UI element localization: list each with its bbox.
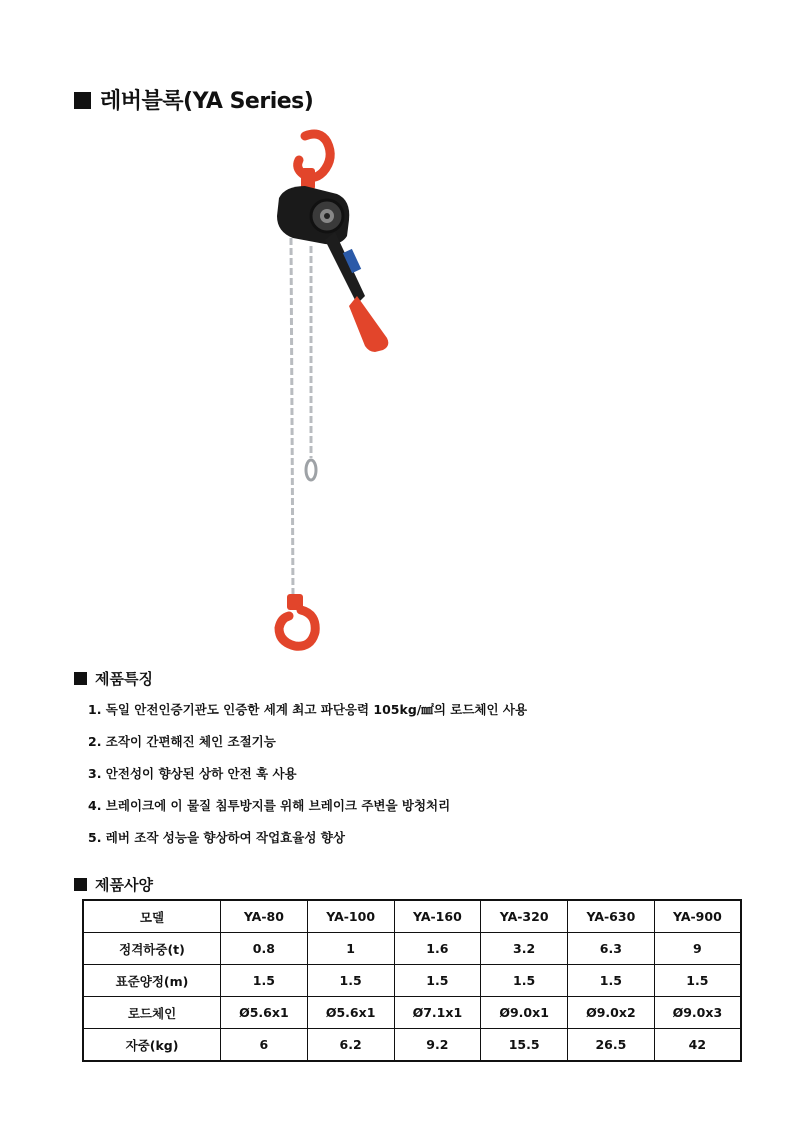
spec-value: 1.5 — [221, 965, 308, 997]
spec-value: 1.5 — [568, 965, 655, 997]
model-cell: YA-160 — [394, 900, 481, 933]
model-cell: YA-80 — [221, 900, 308, 933]
spec-value: 6 — [221, 1029, 308, 1062]
features-list — [88, 700, 527, 860]
spec-header-row — [83, 900, 741, 933]
spec-value: 1.6 — [394, 933, 481, 965]
model-cell: YA-630 — [568, 900, 655, 933]
spec-row-weight — [83, 1029, 741, 1062]
chain-end-ring — [306, 460, 316, 480]
spec-value: 6.3 — [568, 933, 655, 965]
features-heading-text: 제품특징 — [95, 670, 153, 688]
spec-value: Ø5.6x1 — [307, 997, 394, 1029]
spec-value: Ø5.6x1 — [221, 997, 308, 1029]
spec-value: 9.2 — [394, 1029, 481, 1062]
features-heading — [74, 668, 153, 689]
lever-block-product-image — [265, 128, 405, 658]
spec-heading-text: 제품사양 — [95, 876, 153, 894]
row-label: 정격하중(t) — [83, 933, 221, 965]
row-label: 표준양정(m) — [83, 965, 221, 997]
spec-value: 42 — [654, 1029, 741, 1062]
model-cell: YA-900 — [654, 900, 741, 933]
lever-handle — [325, 232, 388, 352]
row-label: 자중(kg) — [83, 1029, 221, 1062]
spec-value: 15.5 — [481, 1029, 568, 1062]
feature-item: 5. 레버 조작 성능을 향상하여 작업효율성 향상 — [88, 830, 345, 845]
page-title-text: 레버블록(YA Series) — [100, 89, 314, 114]
spec-value: 3.2 — [481, 933, 568, 965]
spec-value: 9 — [654, 933, 741, 965]
load-chain — [291, 238, 311, 598]
spec-value: Ø7.1x1 — [394, 997, 481, 1029]
square-bullet-icon — [74, 92, 91, 109]
spec-heading — [74, 874, 153, 895]
square-bullet-icon — [74, 878, 87, 891]
spec-value: Ø9.0x3 — [654, 997, 741, 1029]
row-label: 로드체인 — [83, 997, 221, 1029]
spec-value: 1.5 — [307, 965, 394, 997]
page-title — [74, 84, 313, 115]
square-bullet-icon — [74, 672, 87, 685]
model-cell: YA-100 — [307, 900, 394, 933]
bottom-hook — [279, 594, 315, 646]
spec-value: Ø9.0x2 — [568, 997, 655, 1029]
spec-value: 6.2 — [307, 1029, 394, 1062]
spec-row-lift-height — [83, 965, 741, 997]
spec-value: 1.5 — [481, 965, 568, 997]
model-cell: YA-320 — [481, 900, 568, 933]
top-hook — [298, 134, 331, 190]
model-header-cell: 모델 — [83, 900, 221, 933]
feature-item: 2. 조작이 간편해진 체인 조절기능 — [88, 734, 276, 749]
feature-item: 3. 안전성이 향상된 상하 안전 훅 사용 — [88, 766, 297, 781]
spec-row-rated-load — [83, 933, 741, 965]
spec-value: Ø9.0x1 — [481, 997, 568, 1029]
spec-value: 0.8 — [221, 933, 308, 965]
feature-item: 4. 브레이크에 이 물질 침투방지를 위해 브레이크 주변을 방청처리 — [88, 798, 451, 813]
spec-value: 26.5 — [568, 1029, 655, 1062]
feature-item: 1. 독일 안전인증기관도 인증한 세계 최고 파단응력 105kg/㎟의 로드체인 사용 — [88, 702, 528, 717]
spec-table — [82, 899, 742, 1062]
hoist-body — [277, 186, 349, 244]
spec-value: 1 — [307, 933, 394, 965]
spec-value: 1.5 — [394, 965, 481, 997]
spec-value: 1.5 — [654, 965, 741, 997]
spec-row-load-chain — [83, 997, 741, 1029]
